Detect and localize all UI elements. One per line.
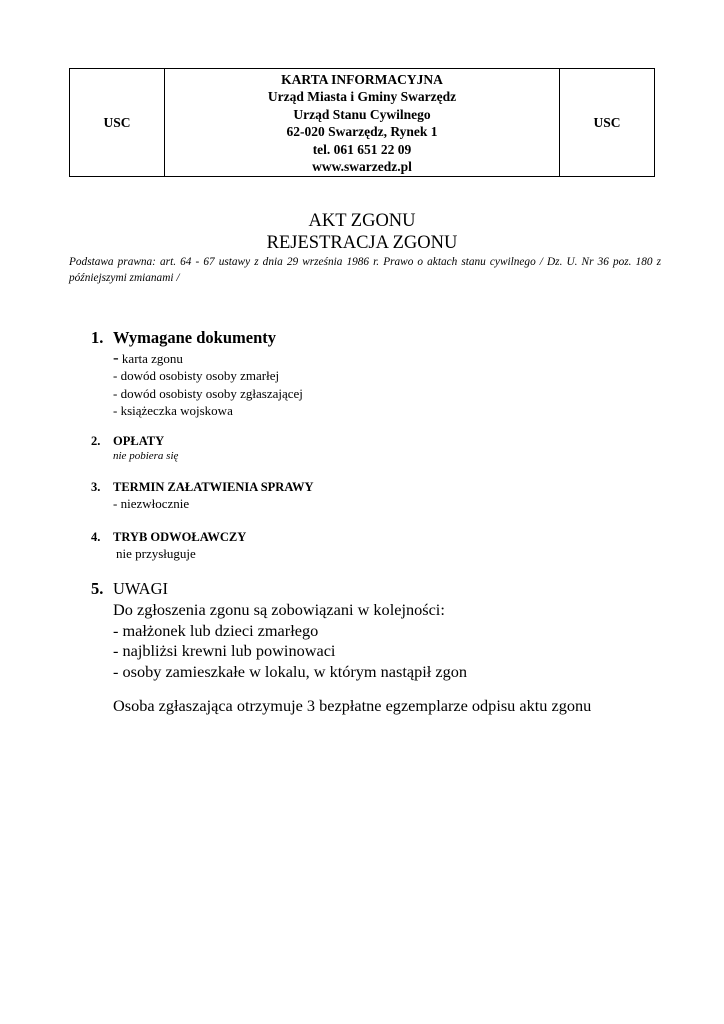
section-processing-time <box>91 479 691 512</box>
document-subtitle: REJESTRACJA ZGONU <box>266 233 458 253</box>
section-heading: TRYB ODWOŁAWCZY <box>113 530 247 544</box>
list-item: - książeczka wojskowa <box>113 402 233 418</box>
list-item <box>113 349 691 367</box>
section-number: 3. <box>91 480 101 494</box>
section-number: 1. <box>91 328 104 347</box>
section-intro: Do zgłoszenia zgonu są zobowiązani w kolejności: <box>113 600 445 619</box>
section-text: nie pobiera się <box>113 450 179 462</box>
legal-basis: Podstawa prawna: art. 64 - 67 ustawy z dnia 29 września 1986 r. Prawo o aktach stanu cywilnego / Dz. U. Nr 36 poz. 180 z późniejszymi zmianami / <box>69 256 661 284</box>
section-heading: Wymagane dokumenty <box>113 328 277 347</box>
header-department: Urząd Stanu Cywilnego <box>293 106 431 122</box>
section-text: - niezwłocznie <box>113 496 190 511</box>
header-table <box>69 68 655 177</box>
section-number: 2. <box>91 434 101 448</box>
section-heading: UWAGI <box>113 579 168 598</box>
section-required-documents <box>91 327 691 419</box>
list-item-text: karta zgonu <box>118 351 183 366</box>
section-heading: TERMIN ZAŁATWIENIA SPRAWY <box>113 480 314 494</box>
header-phone: tel. 061 651 22 09 <box>312 141 412 157</box>
section-number: 4. <box>91 530 101 544</box>
list-dash: - <box>113 348 119 367</box>
section-note: Osoba zgłaszająca otrzymuje 3 bezpłatne egzemplarze odpisu aktu zgonu <box>113 696 592 715</box>
list-item: - małżonek lub dzieci zmarłego <box>113 620 319 640</box>
header-center-cell <box>165 69 560 177</box>
header-left-cell: USC <box>70 69 165 177</box>
section-fees <box>91 433 691 463</box>
header-office-name: Urząd Miasta i Gminy Swarzędz <box>267 89 457 104</box>
header-website: www.swarzedz.pl <box>312 159 412 174</box>
list-item: - dowód osobisty osoby zgłaszającej <box>113 385 303 401</box>
list-item: - osoby zamieszkałe w lokalu, w którym nastąpił zgon <box>113 661 468 681</box>
header-card-title: KARTA INFORMACYJNA <box>281 71 443 87</box>
list-item: - najbliżsi krewni lub powinowaci <box>113 641 336 660</box>
section-text: nie przysługuje <box>116 546 196 561</box>
document-title: AKT ZGONU <box>308 211 416 231</box>
section-heading: OPŁATY <box>113 434 165 448</box>
header-right-cell: USC <box>560 69 655 177</box>
list-item: - dowód osobisty osoby zmarłej <box>113 368 280 384</box>
section-remarks <box>91 578 691 717</box>
section-appeal <box>91 529 691 562</box>
header-address: 62-020 Swarzędz, Rynek 1 <box>286 124 438 139</box>
section-number: 5. <box>91 579 104 598</box>
